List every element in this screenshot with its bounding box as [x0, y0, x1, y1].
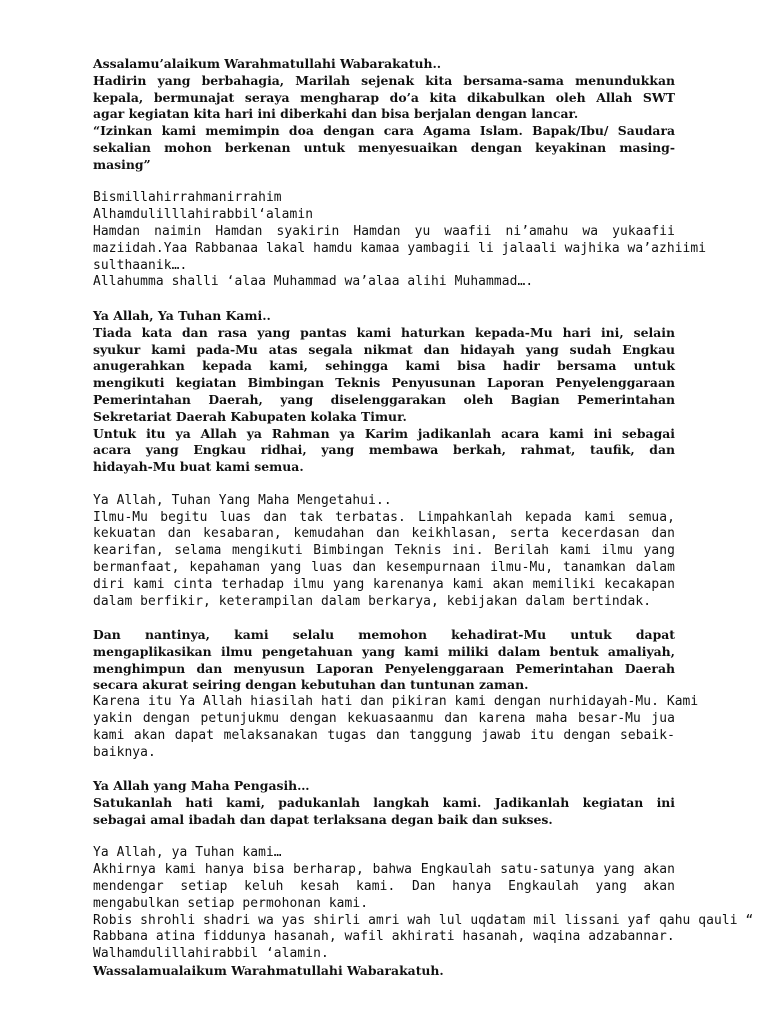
text-line: Alhamdulilllahirabbil‘alamin — [93, 207, 314, 223]
text-line: Hamdan naimin Hamdan syakirin Hamdan yu waafii ni’amahu wa yukaafii — [93, 223, 675, 239]
text-line: sulthaanik…. — [93, 257, 188, 273]
paragraph-gap — [93, 610, 675, 627]
text-line: bermanfaat, kepahaman yang luas dan kesempurnaan ilmu-Mu, tanamkan dalam — [93, 559, 675, 575]
text-line: yakin dengan petunjukmu dengan kekuasaanmu dan karena maha besar-Mu jua — [93, 711, 675, 727]
text-line: Untuk itu ya Allah ya Rahman ya Karim jadikanlah acara kami ini sebagai — [93, 425, 675, 441]
paragraph-gap — [93, 761, 675, 778]
paragraph — [93, 56, 675, 174]
text-line: kekuatan dan kesabaran, kemudahan dan keikhlasan, serta kecerdasan dan — [93, 526, 675, 542]
text-line: Pemerintahan Daerah, yang diselenggarakan oleh Bagian Pemerintahan — [93, 391, 675, 407]
text-line: “Izinkan kami memimpin doa dengan cara Agama Islam. Bapak/Ibu/ Saudara — [93, 123, 675, 139]
text-line: anugerahkan kepada kami, sehingga kami bisa hadir bersama untuk — [93, 358, 675, 374]
text-line: kami akan dapat melaksanakan tugas dan tanggung jawab itu dengan sebaik- — [93, 727, 675, 743]
text-line: dalam berfikir, keterampilan dalam berkarya, kebijakan dalam bertindak. — [93, 593, 652, 609]
text-line: kepala, bermunajat seraya mengharap do’a kita dikabulkan oleh Allah SWT — [93, 89, 675, 105]
text-line: Sekretariat Daerah Kabupaten kolaka Timur. — [93, 408, 407, 424]
text-line: secara akurat seiring dengan kebutuhan dan tuntunan zaman. — [93, 677, 529, 693]
text-line: Rabbana atina fiddunya hasanah, wafil akhirati hasanah, waqina adzabannar. — [93, 929, 675, 945]
text-line: mengabulkan setiap permohonan kami. — [93, 895, 369, 911]
text-line: Akhirnya kami hanya bisa berharap, bahwa Engkaulah satu-satunya yang akan — [93, 862, 675, 878]
text-line: maziidah.Yaa Rabbanaa lakal hamdu kamaa yambagii li jalaali wajhika wa’azhiimi — [93, 240, 707, 256]
paragraph — [93, 493, 675, 611]
text-line: Satukanlah hati kami, padukanlah langkah kami. Jadikanlah kegiatan ini — [93, 795, 675, 811]
text-line: Ya Allah yang Maha Pengasih… — [93, 778, 310, 794]
paragraph — [93, 190, 707, 291]
paragraph — [93, 845, 754, 963]
text-line: mendengar setiap keluh kesah kami. Dan hanya Engkaulah yang akan — [93, 879, 675, 895]
text-line: kearifan, selama mengikuti Bimbingan Teknis ini. Berilah kami ilmu yang — [93, 543, 675, 559]
paragraph-gap — [93, 476, 675, 493]
text-line: hidayah-Mu buat kami semua. — [93, 459, 304, 475]
text-line: Hadirin yang berbahagia, Marilah sejenak kita bersama-sama menundukkan — [93, 72, 675, 88]
text-line: Walhamdulillahirabbil ‘alamin. — [93, 946, 329, 962]
paragraph-gap — [93, 829, 675, 846]
text-line: mengikuti kegiatan Bimbingan Teknis Penyusunan Laporan Penyelenggaraan — [93, 375, 675, 391]
text-line: Wassalamualaikum Warahmatullahi Wabarakatuh. — [93, 963, 444, 979]
text-line: masing” — [93, 156, 151, 172]
text-line: Ilmu-Mu begitu luas dan tak terbatas. Limpahkanlah kepada kami semua, — [93, 509, 675, 525]
text-line: mengaplikasikan ilmu pengetahuan yang kami miliki dalam bentuk amaliyah, — [93, 643, 675, 659]
paragraph — [93, 308, 675, 476]
document-page — [93, 56, 754, 980]
text-line: Assalamu’alaikum Warahmatullahi Wabarakatuh.. — [93, 56, 442, 71]
text-line: menghimpun dan menyusun Laporan Penyelenggaraan Pemerintahan Daerah — [93, 660, 675, 676]
paragraph — [93, 694, 699, 761]
text-line: Ya Allah, ya Tuhan kami… — [93, 845, 282, 861]
paragraph — [93, 778, 675, 828]
text-line: Karena itu Ya Allah hiasilah hati dan pikiran kami dengan nurhidayah-Mu. Kami — [93, 694, 699, 710]
text-line: diri kami cinta terhadap ilmu yang karenanya kami akan memiliki kecakapan — [93, 576, 675, 592]
text-line: sebagai amal ibadah dan dapat terlaksana degan baik dan sukses. — [93, 811, 553, 827]
text-line: syukur kami pada-Mu atas segala nikmat dan hidayah yang sudah Engkau — [93, 341, 675, 357]
paragraph — [93, 963, 675, 980]
text-line: agar kegiatan kita hari ini diberkahi dan bisa berjalan dengan lancar. — [93, 106, 579, 122]
text-line: acara yang Engkau ridhai, yang membawa berkah, rahmat, taufik, dan — [93, 442, 675, 458]
text-line: Allahumma shalli ‘alaa Muhammad wa’alaa alihi Muhammad…. — [93, 274, 534, 290]
text-line: Tiada kata dan rasa yang pantas kami haturkan kepada-Mu hari ini, selain — [93, 324, 675, 340]
text-line: baiknya. — [93, 744, 156, 760]
text-line: Robis shrohli shadri wa yas shirli amri wah lul uqdatam mil lissani yaf qahu qauli “ — [93, 912, 754, 928]
text-line: Ya Allah, Ya Tuhan Kami.. — [93, 307, 271, 323]
paragraph — [93, 627, 675, 694]
paragraph-gap — [93, 291, 675, 308]
text-line: sekalian mohon berkenan untuk menyesuaikan dengan keyakinan masing- — [93, 139, 675, 155]
text-line: Dan nantinya, kami selalu memohon kehadirat-Mu untuk dapat — [93, 627, 675, 643]
paragraph-gap — [93, 174, 675, 191]
text-line: Ya Allah, Tuhan Yang Maha Mengetahui.. — [93, 492, 392, 508]
text-line: Bismillahirrahmanirrahim — [93, 190, 282, 206]
